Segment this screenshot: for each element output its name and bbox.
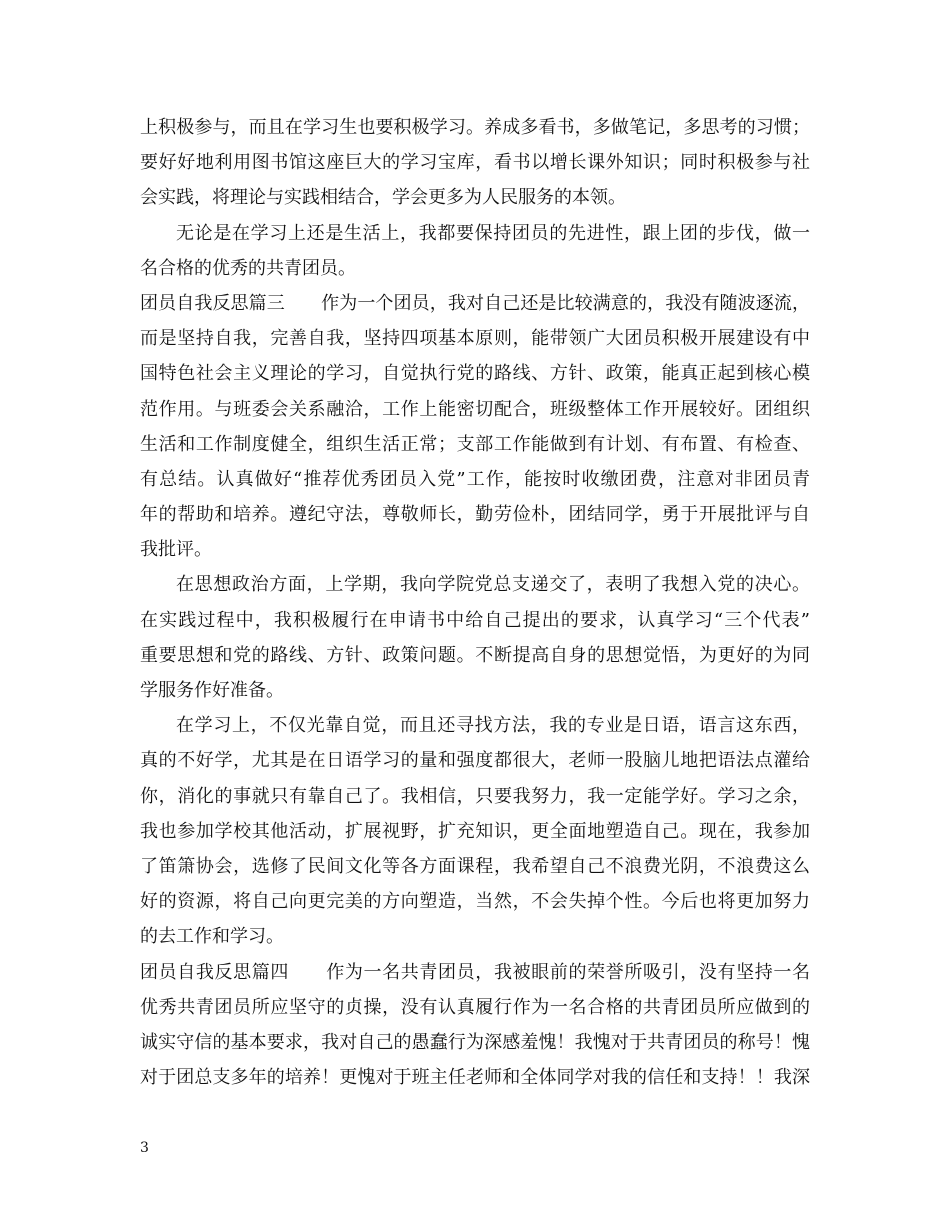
text-line: 范作用。与班委会关系融洽，工作上能密切配合，班级整体工作开展较好。团组织 — [140, 398, 810, 420]
text-line: 在学习上，不仅光靠自觉，而且还寻找方法，我的专业是日语，语言这东西， — [176, 715, 810, 737]
text-line: 上积极参与，而且在学习生也要积极学习。养成多看书，多做笔记，多思考的习惯； — [140, 117, 810, 138]
page-number: 3 — [140, 1140, 149, 1156]
text-line: 的去工作和学习。 — [140, 926, 284, 948]
text-line: 对于团总支多年的培养！更愧对于班主任老师和全体同学对我的信任和支持！！我深 — [140, 1067, 810, 1089]
text-line: 我也参加学校其他活动，扩展视野，扩充知识，更全面地塑造自己。现在，我参加 — [140, 820, 810, 842]
text-line: 年的帮助和培养。遵纪守法，尊敬师长，勤劳俭朴，团结同学，勇于开展批评与自 — [140, 504, 810, 526]
section-heading-line: 团员自我反思篇四 作为一名共青团员，我被眼前的荣誉所吸引，没有坚持一名 — [140, 961, 810, 983]
text-line: 在实践过程中，我积极履行在申请书中给自己提出的要求，认真学习“三个代表” — [140, 609, 810, 631]
text-line: 了笛箫协会，选修了民间文化等各方面课程，我希望自己不浪费光阴，不浪费这么 — [140, 855, 810, 877]
text-line: 无论是在学习上还是生活上，我都要保持团员的先进性，跟上团的步伐，做一 — [176, 222, 810, 244]
text-line: 学服务作好准备。 — [140, 680, 284, 701]
text-line: 生活和工作制度健全，组织生活正常；支部工作能做到有计划、有布置、有检查、 — [140, 433, 810, 455]
text-line: 名合格的优秀的共青团员。 — [140, 257, 356, 279]
text-line: 我批评。 — [140, 539, 212, 561]
text-line: 要好好地利用图书馆这座巨大的学习宝库，看书以增长课外知识；同时积极参与社 — [140, 152, 810, 174]
document-body — [140, 110, 810, 1095]
text-line: 而是坚持自我，完善自我，坚持四项基本原则，能带领广大团员积极开展建设有中 — [140, 328, 810, 350]
text-line: 你，消化的事就只有靠自己了。我相信，只要我努力，我一定能学好。学习之余， — [140, 785, 810, 807]
text-line: 在思想政治方面，上学期，我向学院党总支递交了，表明了我想入党的决心。 — [176, 574, 810, 596]
text-line: 优秀共青团员所应坚守的贞操，没有认真履行作为一名合格的共青团员所应做到的 — [140, 996, 810, 1018]
text-line: 诚实守信的基本要求，我对自己的愚蠢行为深感羞愧！我愧对于共青团员的称号！愧 — [140, 1031, 810, 1053]
text-line: 重要思想和党的路线、方针、政策问题。不断提高自身的思想觉悟，为更好的为同 — [140, 644, 810, 666]
section-heading-line: 团员自我反思篇三 作为一个团员，我对自己还是比较满意的，我没有随波逐流， — [140, 292, 810, 314]
text-line: 真的不好学，尤其是在日语学习的量和强度都很大，老师一股脑儿地把语法点灌给 — [140, 750, 810, 772]
text-line: 有总结。认真做好“推荐优秀团员入党”工作，能按时收缴团费，注意对非团员青 — [140, 468, 810, 490]
text-line: 会实践，将理论与实践相结合，学会更多为人民服务的本领。 — [140, 187, 626, 209]
text-line: 好的资源，将自己向更完美的方向塑造，当然，不会失掉个性。今后也将更加努力 — [140, 891, 810, 913]
text-line: 国特色社会主义理论的学习，自觉执行党的路线、方针、政策，能真正起到核心模 — [140, 363, 810, 385]
